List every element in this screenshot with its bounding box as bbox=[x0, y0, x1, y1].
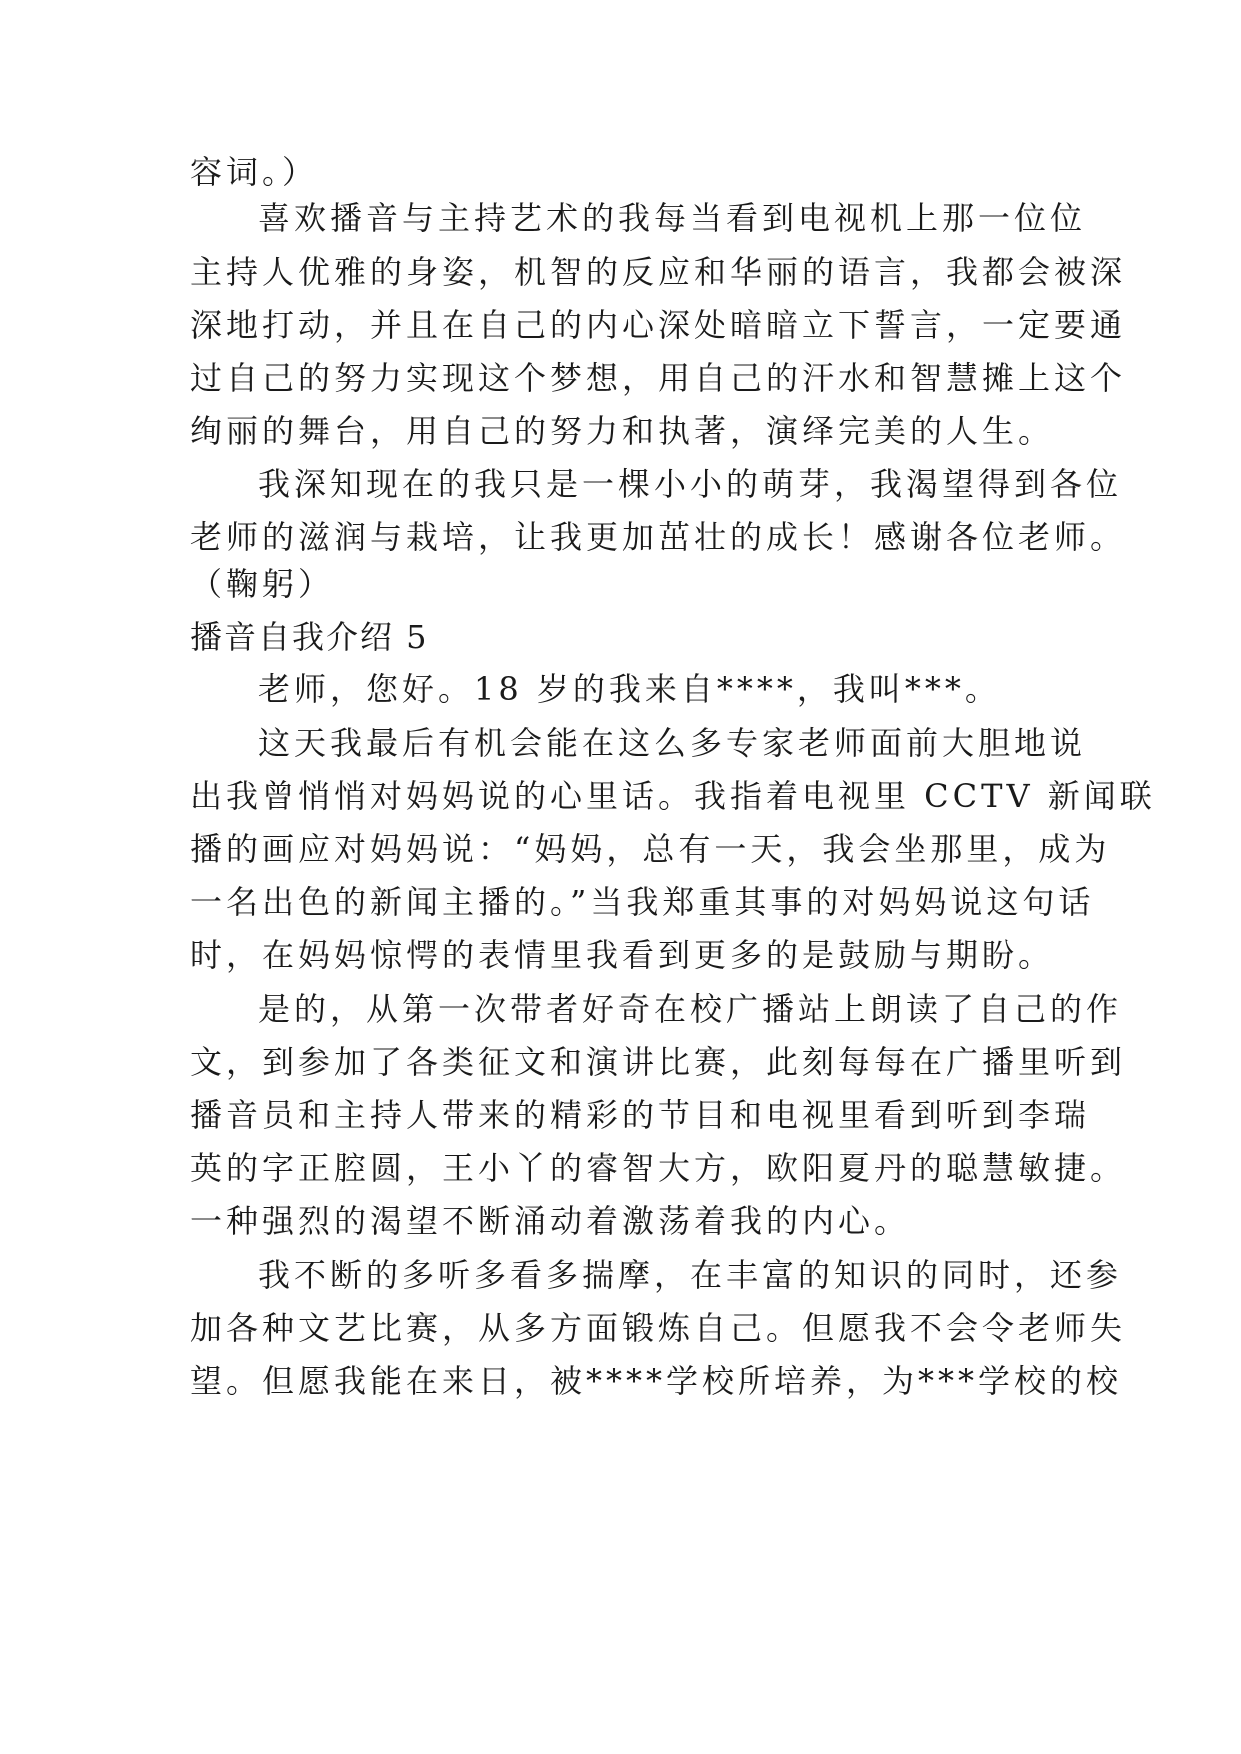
text-line: 容词。） bbox=[190, 153, 319, 191]
paragraph-first-line: 我不断的多听多看多揣摩，在丰富的知识的同时，还参 bbox=[258, 1256, 1123, 1294]
text-line: 一名出色的新闻主播的。”当我郑重其事的对妈妈说这句话 bbox=[190, 883, 1095, 921]
text-line: 播音员和主持人带来的精彩的节目和电视里看到听到李瑞 bbox=[190, 1096, 1091, 1134]
text-line: 英的字正腔圆，王小丫的睿智大方，欧阳夏丹的聪慧敏捷。 bbox=[190, 1149, 1127, 1187]
text-line: 望。但愿我能在来日，被****学校所培养，为***学校的校 bbox=[190, 1362, 1123, 1400]
paragraph-first-line: 喜欢播音与主持艺术的我每当看到电视机上那一位位 bbox=[258, 199, 1087, 237]
text-line: 一种强烈的渴望不断涌动着激荡着我的内心。 bbox=[190, 1202, 911, 1240]
section-heading: 播音自我介绍 5 bbox=[190, 618, 429, 656]
text-line: 文，到参加了各类征文和演讲比赛，此刻每每在广播里听到 bbox=[190, 1043, 1127, 1081]
paragraph-first-line: 我深知现在的我只是一棵小小的萌芽，我渴望得到各位 bbox=[258, 465, 1123, 503]
text-line: 绚丽的舞台，用自己的努力和执著，演绎完美的人生。 bbox=[190, 412, 1055, 450]
text-line: 过自己的努力实现这个梦想，用自己的汗水和智慧摊上这个 bbox=[190, 359, 1127, 397]
text-line: 加各种文艺比赛，从多方面锻炼自己。但愿我不会令老师失 bbox=[190, 1309, 1127, 1347]
text-line: 播的画应对妈妈说：“妈妈，总有一天，我会坐那里，成为 bbox=[190, 830, 1111, 868]
paragraph-first-line: 是的，从第一次带者好奇在校广播站上朗读了自己的作 bbox=[258, 990, 1123, 1028]
text-line: 深地打动，并且在自己的内心深处暗暗立下誓言，一定要通 bbox=[190, 306, 1127, 344]
text-line: （鞠躬） bbox=[190, 565, 335, 603]
text-line: 出我曾悄悄对妈妈说的心里话。我指着电视里 CCTV 新闻联 bbox=[190, 777, 1156, 815]
paragraph-first-line: 老师，您好。18 岁的我来自****，我叫***。 bbox=[258, 670, 1001, 708]
paragraph-first-line: 这天我最后有机会能在这么多专家老师面前大胆地说 bbox=[258, 724, 1087, 762]
text-line: 时，在妈妈惊愕的表情里我看到更多的是鼓励与期盼。 bbox=[190, 936, 1055, 974]
text-line: 老师的滋润与栽培，让我更加茁壮的成长！感谢各位老师。 bbox=[190, 518, 1127, 556]
text-line: 主持人优雅的身姿，机智的反应和华丽的语言，我都会被深 bbox=[190, 253, 1127, 291]
